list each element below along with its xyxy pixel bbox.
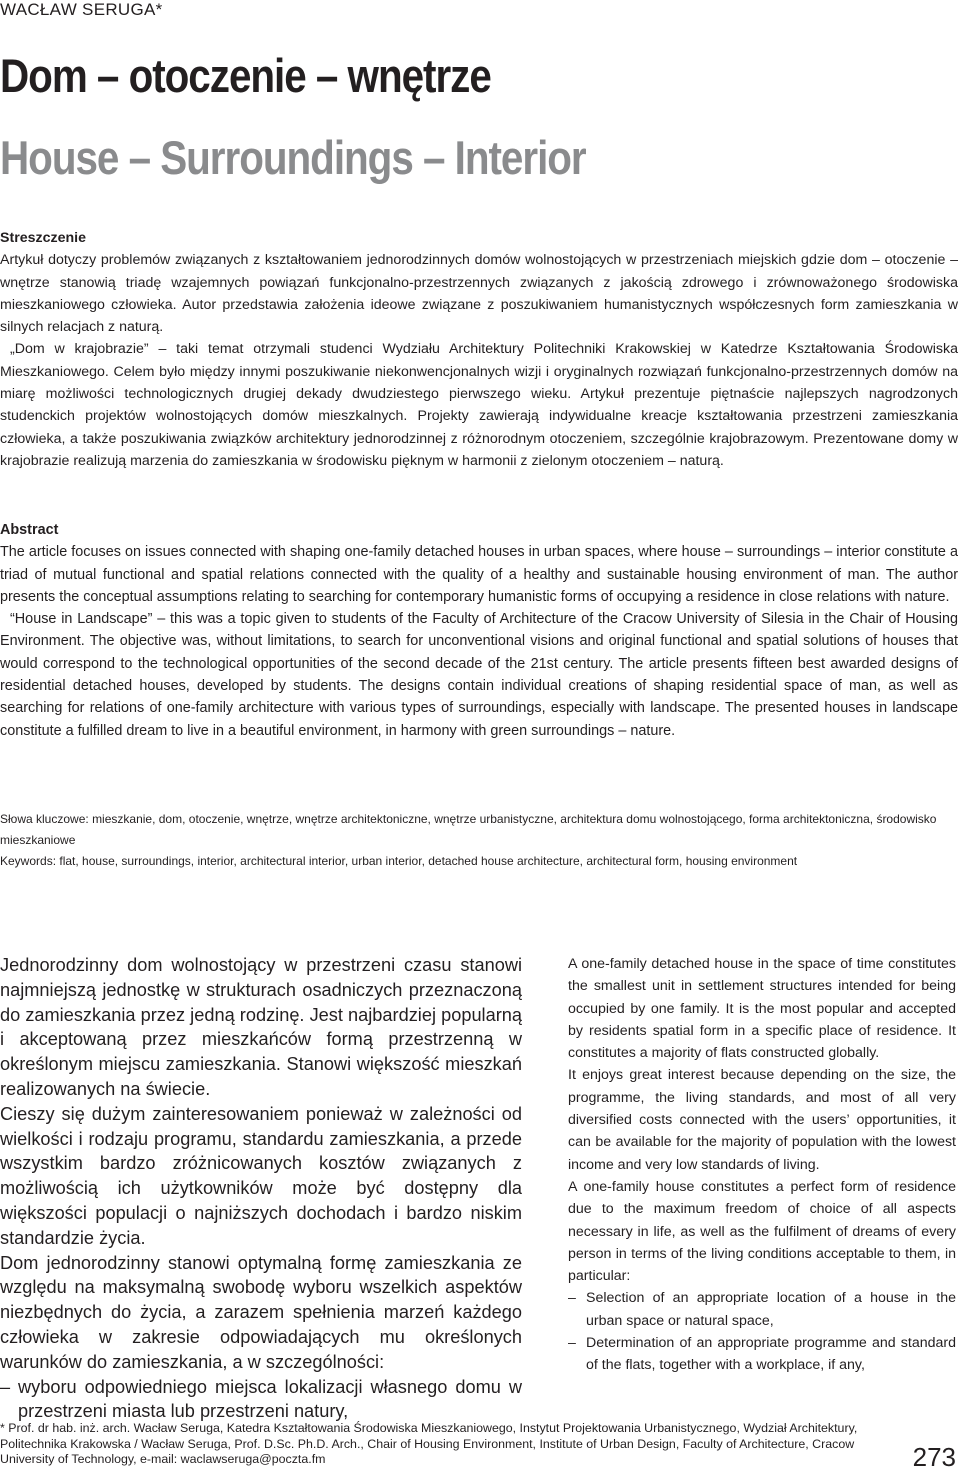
keywords-polish-text: mieszkanie, dom, otoczenie, wnętrze, wnętrze architektoniczne, wnętrze urbanistyczne, architektura domu wolnostojącego, forma architektoniczna, środowisko mieszkaniowe [0, 812, 937, 847]
abstract-polish-paragraph-2: „Dom w krajobrazie” – taki temat otrzymali studenci Wydziału Architektury Politechniki Krakowskiej w Katedrze Kształtowania Środowiska Mieszkaniowego. Celem było między innymi poszukiwanie niekonwencjonalnych wizji i oryginalnych rozwiązań funkcjonalno-przestrzennych domów na miarę możliwości technologicznych drugiej dekady dwudziestego pierwszego wieku. Artykuł prezentuje piętnaście najlepszych nagrodzonych studenckich projektów wolnostojących domów mieszkalnych. Projekty zawierają indywidualne kreacje kształtowania przestrzeni zamieszkania człowieka, a także poszukiwania związków architektury jednorodzinnej z różnorodnym otoczeniem, szczególnie krajobrazowym. Prezentowane domy w krajobrazie realizują marzenia do zamieszkania w środowisku pięknym w harmonii z zielonym otoczeniem – naturą. [0, 341, 958, 469]
body-english-list-item [568, 1332, 956, 1377]
list-dash: – [0, 1376, 11, 1397]
body-polish-list-item-text: wyboru odpowiedniego miejsca lokalizacji własnego domu w przestrzeni miasta lub przestrzeni natury, [18, 1376, 522, 1422]
author-footnote: * Prof. dr hab. inż. arch. Wacław Seruga, Katedra Kształtowania Środowiska Mieszkaniowego, Instytut Projektowania Urbanistycznego, Wydział Architektury, Politechnika Krakowska / Wacław Seruga, Prof. D.Sc. Ph.D. Arch., Chair of Housing Environment, Institute of Urban Design, Faculty of Architecture, Cracow University of Technology, e-mail: waclawseruga@poczta.fm [0, 1421, 858, 1466]
body-polish-paragraph-1: Jednorodzinny dom wolnostojący w przestrzeni czasu stanowi najmniejszą jednostkę w strukturach osadniczych przeznaczoną do zamieszkania przez jedną rodzinę. Jest najbardziej popularną i akceptowaną przez mieszkańców formą przestrzenną w określonym miejscu zamieszkania. Stanowi większość mieszkań realizowanych na świecie. [0, 955, 522, 1099]
abstract-polish [0, 227, 958, 472]
body-column-polish [0, 953, 522, 1424]
abstract-english-paragraph-1: The article focuses on issues connected with shaping one-family detached houses in urban spaces, where house – surroundings – interior constitute a triad of mutual functional and spatial relations connected with the quality of a healthy and sustainable housing environment of man. The author presents the conceptual assumptions relating to searching for contemporary humanistic forms of occupying a residence in close relations with nature. [0, 544, 958, 605]
body-english-list-item [568, 1287, 956, 1332]
list-dash: – [568, 1335, 576, 1352]
body-english-list-item-text: Selection of an appropriate location of a house in the urban space or natural space, [586, 1290, 956, 1329]
abstract-polish-heading: Streszczenie [0, 230, 86, 246]
body-english-paragraph-3: A one-family house constitutes a perfect form of residence due to the maximum freedom of choice of all aspects necessary in life, as well as the fulfilment of dreams of every person in terms of the living conditions acceptable to them, in particular: [568, 1178, 956, 1285]
keywords-polish-label: Słowa kluczowe: [0, 812, 89, 826]
keywords-english-text: flat, house, surroundings, interior, architectural interior, urban interior, detached house architecture, architectural form, housing environment [59, 854, 798, 868]
body-polish-paragraph-3: Dom jednorodzinny stanowi optymalną formę zamieszkania ze względu na maksymalną swobodę wyboru wszelkich aspektów niezbędnych do życia, a zarazem spełnienia marzeń każdego człowieka w zakresie odpowiadających mu określonych warunków do zamieszkania, a w szczególności: [0, 1252, 522, 1372]
list-dash: – [568, 1290, 576, 1307]
abstract-english-paragraph-2: “House in Landscape” – this was a topic given to students of the Faculty of Architecture of the Cracow University of Silesia in the Chair of Housing Environment. The objective was, without limitations, to search for unconventional visions and original functional and spatial solutions of houses that would correspond to the technological opportunities of the second decade of the 21st century. The article presents fifteen best awarded designs of residential detached houses, developed by students. The designs contain individual creations of shaping residential space of man, as well as searching for relations of one-family architecture with various types of surroundings, especially with landscape. The presented houses in landscape constitute a fulfilled dream to live in a beautiful environment, in harmony with green surroundings – nature. [0, 611, 958, 739]
keywords-polish [0, 809, 958, 851]
body-column-english [568, 953, 956, 1377]
author-line: WACŁAW SERUGA* [0, 0, 163, 19]
body-english-list-item-text: Determination of an appropriate programme and standard of the flats, together with a workplace, if any, [586, 1335, 956, 1374]
keywords-english [0, 851, 958, 872]
title-english: House – Surroundings – Interior [0, 131, 586, 184]
body-polish-paragraph-2: Cieszy się dużym zainteresowaniem ponieważ w zależności od wielkości i rodzaju programu, standardu zamieszkania, a przede wszystkim bardzo zróżnicowanych kosztów związanych z możliwością ich użytkowników może być dostępny dla większości populacji o najniższych dochodach i bardzo niskim standardzie życia. [0, 1103, 522, 1248]
abstract-polish-paragraph-1: Artykuł dotyczy problemów związanych z kształtowaniem jednorodzinnych domów wolnostojących w przestrzeniach miejskich gdzie dom – otoczenie – wnętrze stanowią triadę wzajemnych powiązań funkcjonalno-przestrzennych związanych z jakością zdrowego i zrównoważonego środowiska mieszkaniowego człowieka. Autor przedstawia założenia ideowe związane z poszukiwaniem humanistycznych współczesnych form zamieszkania w silnych relacjach z naturą. [0, 252, 958, 336]
body-english-paragraph-2: It enjoys great interest because depending on the size, the programme, the living standards, and most of all very diversified costs connected with the users’ opportunities, it can be available for the majority of population with the lowest income and very low standards of living. [568, 1067, 956, 1173]
page-number: 273 [912, 1442, 956, 1472]
title-polish: Dom – otoczenie – wnętrze [0, 49, 491, 102]
body-polish-list-item [0, 1375, 522, 1425]
body-english-paragraph-1: A one-family detached house in the space of time constitutes the smallest unit in settlement structures intended for being occupied by one family. It is the most popular and accepted by residents spatial form in a specific place of residence. It constitutes a majority of flats constructed globally. [568, 956, 956, 1062]
abstract-english-heading: Abstract [0, 522, 59, 538]
abstract-english [0, 519, 958, 742]
keywords-english-label: Keywords: [0, 854, 57, 868]
